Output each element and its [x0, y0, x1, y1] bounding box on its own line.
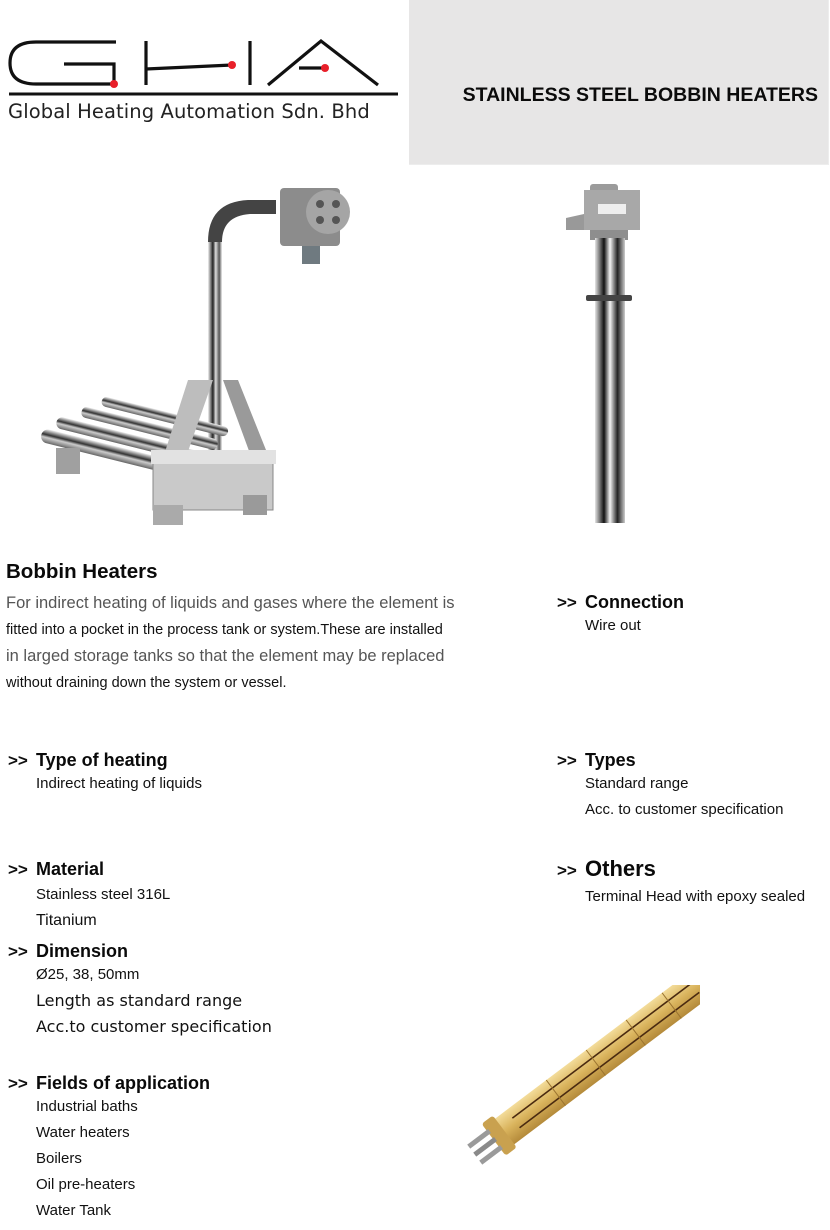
spec-title: Fields of application [36, 1073, 211, 1093]
intro-line: in larged storage tanks so that the element may be replaced [6, 647, 445, 665]
chevron-double-right-icon: >> [8, 751, 28, 770]
spec-item: Terminal Head with epoxy sealed [585, 888, 806, 905]
chevron-double-right-icon: >> [8, 942, 28, 961]
spec-item: Titanium [36, 912, 97, 929]
spec-others [557, 856, 805, 910]
spec-item: Wire out [585, 617, 641, 634]
spec-title: Type of heating [36, 750, 168, 770]
chevron-double-right-icon: >> [8, 1074, 28, 1093]
ghia-logo-icon [6, 38, 406, 100]
chevron-double-right-icon: >> [557, 593, 577, 612]
spec-item: Indirect heating of liquids [36, 775, 202, 792]
bobbin-element-image [460, 985, 700, 1165]
spec-item: Water Tank [36, 1202, 112, 1219]
spec-title: Others [585, 856, 656, 881]
spec-item: Standard range [585, 775, 689, 792]
intro-line: For indirect heating of liquids and gases where the element is [6, 594, 455, 612]
spec-item: Industrial baths [36, 1098, 138, 1115]
spec-material [8, 859, 170, 934]
intro-line: without draining down the system or vessel. [6, 674, 287, 691]
tube-heater-image [562, 180, 652, 530]
spec-type-of-heating [8, 750, 202, 797]
chevron-double-right-icon: >> [557, 751, 577, 770]
section-title-bobbin-heaters: Bobbin Heaters [6, 560, 158, 583]
spec-item: Boilers [36, 1150, 82, 1167]
page-title: STAINLESS STEEL BOBBIN HEATERS [462, 84, 818, 106]
title-banner [409, 0, 829, 165]
spec-item: Acc. to customer specification [585, 801, 784, 818]
spec-item: Length as standard range [36, 991, 243, 1010]
bobbin-heater-stand-image [38, 180, 368, 535]
intro-paragraph [6, 590, 506, 696]
chevron-double-right-icon: >> [8, 860, 28, 879]
spec-dimension [8, 941, 272, 1040]
spec-item: Acc.to customer specification [36, 1017, 272, 1036]
spec-item: Ø25, 38, 50mm [36, 966, 140, 983]
spec-item: Water heaters [36, 1124, 130, 1141]
spec-connection [557, 592, 684, 639]
spec-fields-of-application [8, 1073, 210, 1224]
spec-title: Types [585, 750, 636, 770]
spec-title: Material [36, 859, 105, 879]
spec-item: Stainless steel 316L [36, 886, 171, 903]
spec-types [557, 750, 783, 823]
company-name: Global Heating Automation Sdn. Bhd [8, 100, 370, 123]
spec-title: Dimension [36, 941, 129, 961]
chevron-double-right-icon: >> [557, 861, 577, 880]
spec-title: Connection [585, 592, 684, 612]
intro-line: fitted into a pocket in the process tank or system.These are installed [6, 621, 443, 638]
spec-item: Oil pre-heaters [36, 1176, 136, 1193]
